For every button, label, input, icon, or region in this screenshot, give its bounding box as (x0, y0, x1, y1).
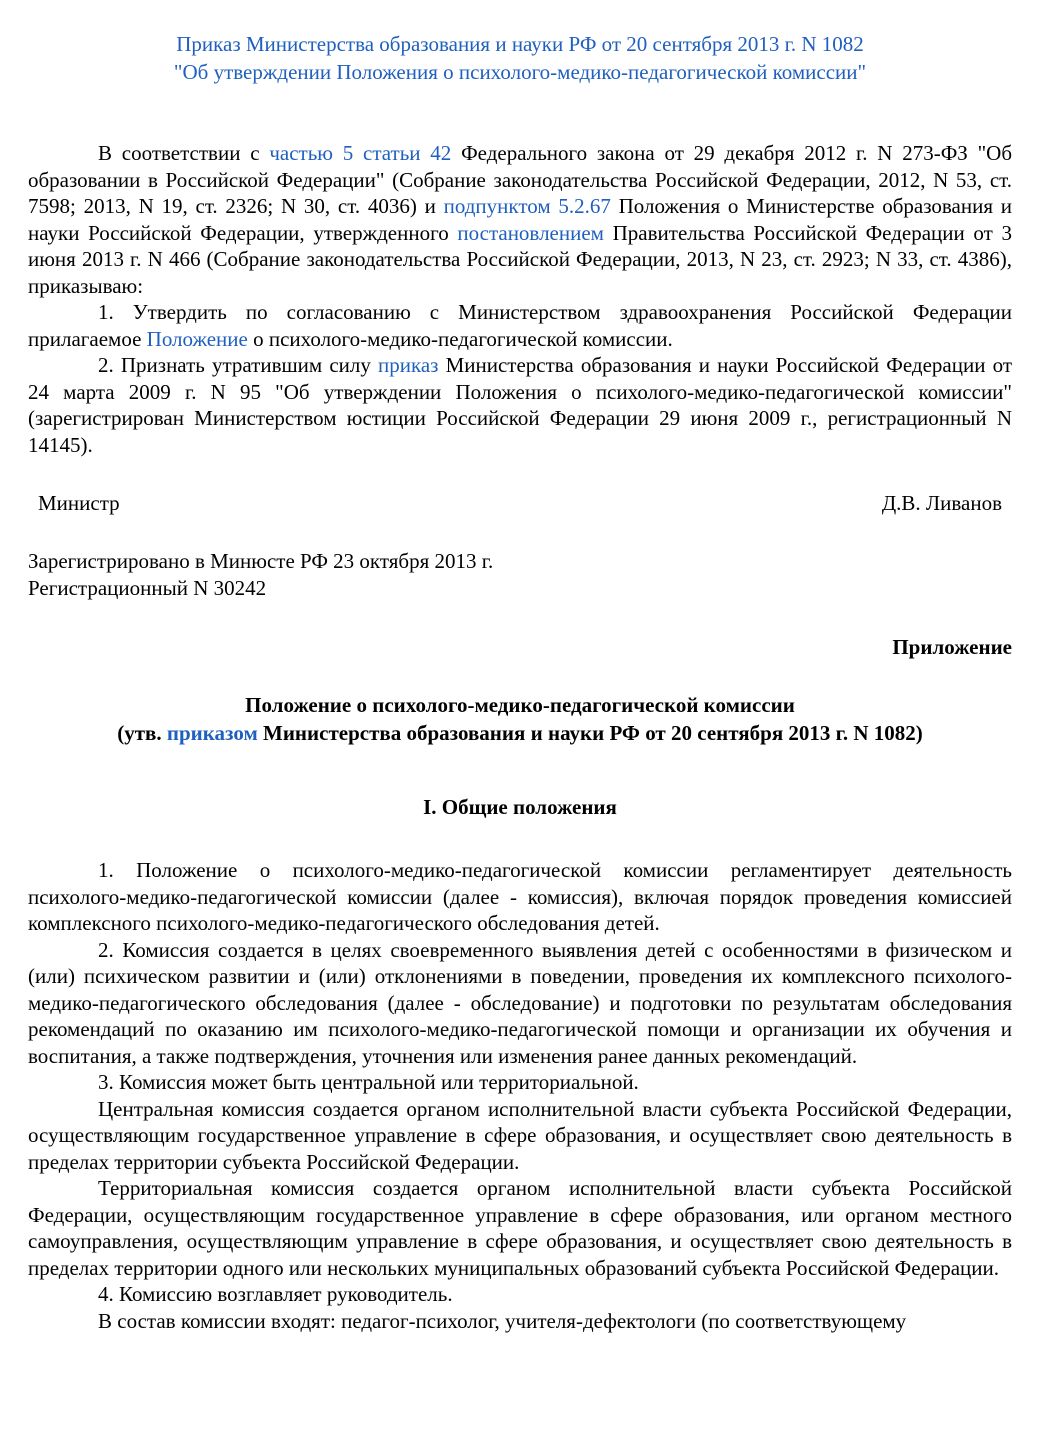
document-title[interactable] (28, 30, 1012, 86)
link-regulation[interactable]: Положение (146, 326, 248, 351)
item1-text-1: 1. Утвердить по согласованию с Министерством здравоохранения Российской Федерации прилагаемое (28, 300, 1012, 351)
document-page (28, 30, 1012, 1334)
signature-block (28, 490, 1012, 516)
signature-name: Д.В. Ливанов (881, 491, 1002, 515)
link-article-42[interactable]: частью 5 статьи 42 (269, 141, 452, 165)
link-resolution[interactable]: постановлением (457, 220, 604, 245)
regulation-approved (28, 719, 1012, 747)
section-paragraph-5: Территориальная комиссия создается органом исполнительной власти субъекта Российской Федерации, осуществляющим государственное управление в сфере образования, или органом местного самоуправления, осуществляющим управление в сфере образования, и осуществляет свою деятельность в пределах территории одного или нескольких муниципальных образований субъекта Российской Федерации. (28, 1176, 1012, 1280)
regulation-title-block (28, 691, 1012, 747)
link-subparagraph-5-2-67[interactable]: подпунктом 5.2.67 (443, 194, 611, 218)
preamble-text-2: Федерального закона от 29 декабря 2012 г. N 273-ФЗ "Об образовании в Российской Федерации" (Собрание законодательства Российской Федерации, 2012, N 53, ст. 7598; 2013, N 19, ст. 2326; N 30, ст. 4036) и (28, 141, 1013, 218)
section-heading: I. Общие положения (423, 795, 617, 819)
section-paragraph-4: Центральная комиссия создается органом исполнительной власти субъекта Российской Федерации, осуществляющим государственное управление в сфере образования, и осуществляет свою деятельность в пределах территории субъекта Российской Федерации. (28, 1096, 1012, 1174)
link-approved-order[interactable]: приказом (166, 721, 258, 745)
section-paragraph-1: 1. Положение о психолого-медико-педагогической комиссии регламентирует деятельность психолого-медико-педагогической комиссии (далее - комиссия), включая порядок проведения комиссией комплексного психолого-медико-педагогического обследования детей. (28, 858, 1012, 935)
item2-text-2: Министерства образования и науки Российской Федерации от 24 марта 2009 г. N 95 "Об утверждении Положения о психолого-медико-педагогической комиссии" (зарегистрирован Министерством юстиции Российской Федерации 29 июня 2009 г., регистрационный N 14145). (28, 353, 1012, 457)
preamble-text-1: В соответствии с (98, 141, 270, 165)
order-item-1 (28, 299, 1012, 352)
section-paragraph-6: 4. Комиссию возглавляет руководитель. (98, 1282, 453, 1306)
section-paragraph-2: 2. Комиссия создается в целях своевременного выявления детей с особенностями в физическом и (или) психическом развитии и (или) отклонениями в поведении, проведения их комплексного психолого-медико-педагогического обследования (далее - обследование) и подготовки по результатам обследования рекомендаций по оказанию им психолого-медико-педагогической помощи и организации их обучения и воспитания, а также подтверждения, уточнения или изменения ранее данных рекомендаций. (28, 937, 1012, 1068)
section-paragraph-7: В состав комиссии входят: педагог-психолог, учителя-дефектологи (по соответствующему (98, 1308, 907, 1333)
order-item-2 (28, 352, 1012, 458)
section-body (28, 857, 1012, 1334)
section-paragraph-3: 3. Комиссия может быть центральной или территориальной. (98, 1070, 639, 1094)
appendix-label: Приложение (892, 635, 1012, 659)
link-order-2009[interactable]: приказ (377, 353, 439, 377)
registration-info (28, 548, 1012, 602)
item2-text-1: 2. Признать утратившим силу (98, 353, 378, 377)
preamble-paragraph (28, 140, 1012, 299)
registration-line-2: Регистрационный N 30242 (28, 576, 267, 600)
registration-line-1: Зарегистрировано в Минюсте РФ 23 октября 2013 г. (28, 549, 494, 573)
signature-position: Министр (38, 491, 120, 515)
preamble-text-3: Положения о Министерстве образования и науки Российской Федерации, утвержденного (28, 194, 1012, 245)
preamble-text-4: Правительства Российской Федерации от 3 июня 2013 г. N 466 (Собрание законодательства Российской Федерации, 2013, N 23, ст. 2923; N 33, ст. 4386), приказываю: (28, 220, 1012, 298)
approved-suffix: Министерства образования и науки РФ от 20 сентября 2013 г. N 1082) (257, 721, 923, 745)
regulation-title: Положение о психолого-медико-педагогической комиссии (245, 693, 795, 717)
approved-prefix: (утв. (117, 721, 167, 745)
item1-text-2: о психолого-медико-педагогической комиссии. (247, 326, 673, 351)
title-line-2[interactable]: "Об утверждении Положения о психолого-медико-педагогической комиссии" (173, 60, 867, 84)
title-line-1[interactable]: Приказ Министерства образования и науки РФ от 20 сентября 2013 г. N 1082 (176, 32, 864, 56)
